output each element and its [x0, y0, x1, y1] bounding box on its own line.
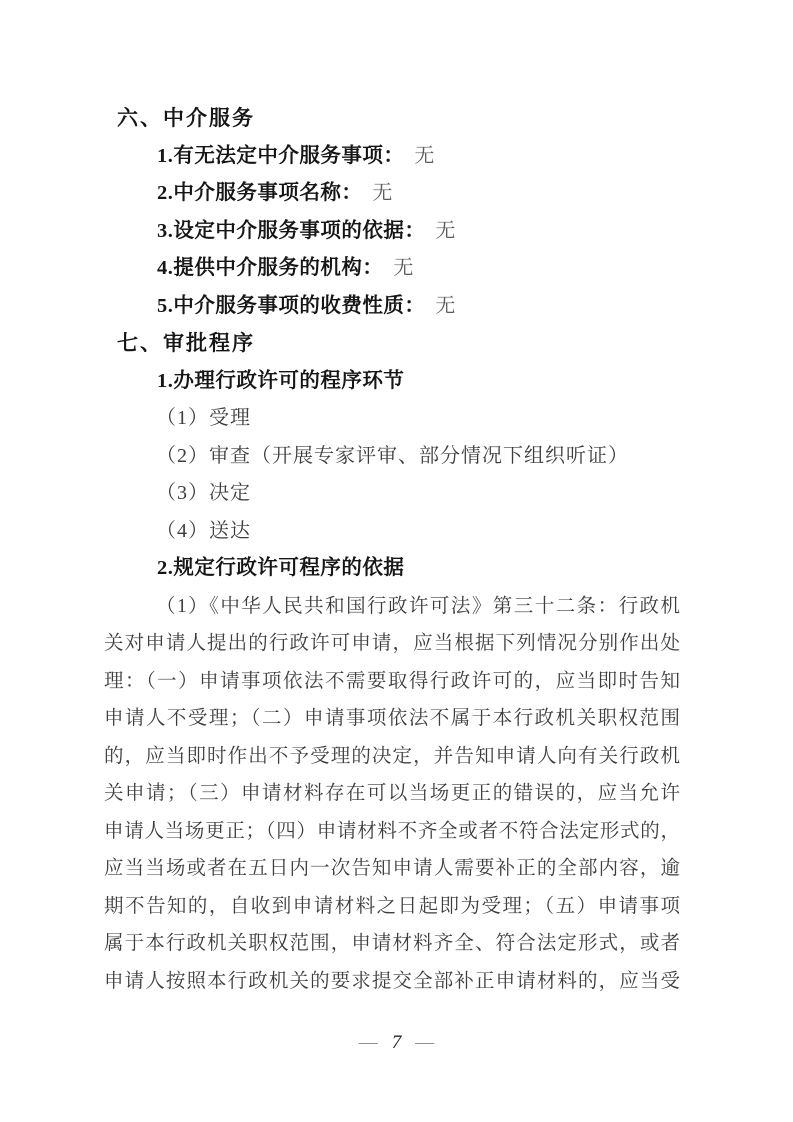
page-footer	[0, 1028, 793, 1058]
intermediary-item-1	[157, 138, 680, 176]
basis-paragraph-line-5: 的，应当即时作出不予受理的决定，并告知申请人向有关行政机	[104, 745, 680, 767]
basis-paragraph-line-2: 关对申请人提出的行政许可申请，应当根据下列情况分别作出处	[104, 633, 680, 654]
item-3-value: 无	[435, 219, 457, 242]
item-1-label: 1.有无法定中介服务事项：	[157, 144, 405, 167]
basis-paragraph-line-8: 应当当场或者在五日内一次告知申请人需要补正的全部内容，逾	[104, 858, 680, 879]
item-4-label: 4.提供中介服务的机构：	[157, 257, 384, 279]
item-2-value: 无	[372, 182, 394, 204]
section-6-heading: 六、中介服务	[117, 107, 255, 130]
basis-paragraph-line-6: 关申请；（三）申请材料存在可以当场更正的错误的，应当允许	[104, 783, 680, 804]
procedure-step-2: （2）审查（开展专家评审、部分情况下组织听证）	[156, 444, 629, 467]
item-5-label: 5.中介服务事项的收费性质：	[157, 294, 426, 317]
footer-dash-right: —	[415, 1032, 435, 1053]
basis-paragraph-line-1: （1）《中华人民共和国行政许可法》第三十二条：行政机	[156, 595, 680, 617]
intermediary-item-5	[157, 288, 680, 326]
footer-dash-left: —	[358, 1032, 378, 1053]
basis-paragraph-line-10: 属于本行政机关职权范围，申请材料齐全、符合法定形式，或者	[104, 933, 680, 954]
page-content	[104, 100, 680, 1000]
item-3-label: 3.设定中介服务事项的依据：	[157, 219, 426, 242]
basis-paragraph-line-7: 申请人当场更正；（四）申请材料不齐全或者不符合法定形式的，	[104, 820, 680, 842]
procedure-basis-title: 2.规定行政许可程序的依据	[157, 557, 405, 579]
procedure-steps-title: 1.办理行政许可的程序环节	[157, 369, 405, 392]
item-4-value: 无	[393, 257, 415, 279]
basis-paragraph-line-4: 申请人不受理；（二）申请事项依法不属于本行政机关职权范围	[104, 708, 680, 729]
intermediary-item-4	[157, 250, 680, 288]
item-5-value: 无	[435, 294, 457, 317]
procedure-step-3: （3）决定	[156, 482, 251, 504]
intermediary-item-3	[157, 213, 680, 251]
intermediary-item-2	[157, 175, 680, 213]
item-2-label: 2.中介服务事项名称：	[157, 182, 363, 204]
procedure-step-1: （1）受理	[156, 407, 251, 429]
basis-paragraph-line-3: 理：（一）申请事项依法不需要取得行政许可的，应当即时告知	[104, 670, 680, 692]
section-7-heading: 七、审批程序	[117, 332, 255, 355]
page-number: 7	[391, 1032, 402, 1053]
basis-paragraph-line-11: 申请人按照本行政机关的要求提交全部补正申请材料的，应当受	[104, 970, 680, 992]
item-1-value: 无	[414, 144, 436, 167]
basis-paragraph-line-9: 期不告知的，自收到申请材料之日起即为受理；（五）申请事项	[104, 895, 680, 917]
procedure-step-4: （4）送达	[156, 519, 251, 542]
